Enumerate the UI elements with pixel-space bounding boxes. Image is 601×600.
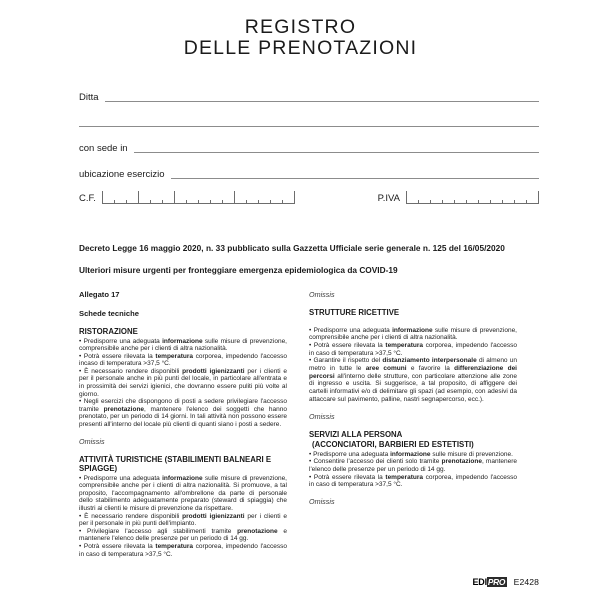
section-subheading-servizi-persona: (ACCONCIATORI, BARBIERI ED ESTETISTI): [312, 440, 474, 450]
ubicazione-input-line[interactable]: [171, 177, 539, 179]
omissis-right-top: Omissis: [309, 290, 335, 299]
left-column: [79, 290, 287, 558]
comb-cell[interactable]: [283, 191, 295, 203]
schede-heading: Schede tecniche: [79, 309, 139, 318]
field-codes-row: [79, 191, 539, 205]
attivita-bullet-2: • È necessario rendere disponibili prodotti igienizzanti per i clienti e per il personale in più punti dell'impianto.: [79, 512, 288, 528]
right-column: [309, 290, 517, 558]
page-title: [0, 0, 601, 59]
attivita-bullet-4: • Potrà essere rilevata la temperatura corporea, impedendo l'accesso in caso di temperatura >37,5 °C.: [79, 542, 287, 558]
sede-label: con sede in: [79, 143, 128, 154]
comb-cell[interactable]: [127, 191, 139, 203]
decree-line-1: Decreto Legge 16 maggio 2020, n. 33 pubblicato sulla Gazzetta Ufficiale serie generale n. 125 del 16/05/2020: [79, 243, 505, 253]
ditta-input-line[interactable]: [105, 100, 539, 102]
servizi-bullet-3: • Potrà essere rilevata la temperatura corporea, impedendo l'accesso in caso di temperatura >37,5 °C.: [309, 473, 517, 489]
comb-cell[interactable]: [235, 191, 247, 203]
comb-cell[interactable]: [151, 191, 163, 203]
comb-cell[interactable]: [527, 191, 539, 203]
comb-cell[interactable]: [259, 191, 271, 203]
ditta-label: Ditta: [79, 92, 99, 103]
decree-line-2: Ulteriori misure urgenti per fronteggiare emergenza epidemiologica da COVID-19: [79, 265, 398, 275]
attivita-bullet-3: • Privilegiare l'accesso agli stabilimenti tramite prenotazione e mantenere l'elenco delle presenze per un periodo di 14 gg.: [79, 527, 287, 543]
field-ditta[interactable]: [79, 80, 539, 104]
ristorazione-bullet-2: • Potrà essere rilevata la temperatura corporea, impedendo l'accesso incaso di temperatura >37,5 °C.: [79, 352, 287, 368]
cf-label: C.F.: [79, 193, 96, 204]
section-heading-attivita-turistiche: ATTIVITÀ TURISTICHE (STABILIMENTI BALNEARI E SPIAGGE): [79, 454, 272, 474]
comb-cell[interactable]: [491, 191, 503, 203]
allegato-heading: Allegato 17: [79, 290, 120, 299]
servizi-bullet-2: • Consentire l'accesso dei clienti solo tramite prenotazione, mantenere l'elenco delle presenze per un periodo di 14 gg.: [309, 458, 518, 473]
logo-pro-text: PRO: [487, 577, 506, 587]
comb-cell[interactable]: [431, 191, 443, 203]
comb-cell[interactable]: [419, 191, 431, 203]
field-cf[interactable]: [79, 191, 295, 205]
field-sede[interactable]: [79, 129, 539, 155]
comb-cell[interactable]: [139, 191, 151, 203]
comb-cell[interactable]: [247, 191, 259, 203]
section-heading-strutture-ricettive: STRUTTURE RICETTIVE: [309, 308, 400, 317]
omissis-left: Omissis: [79, 436, 105, 446]
comb-cell[interactable]: [443, 191, 455, 203]
footer: [472, 577, 539, 587]
comb-cell[interactable]: [102, 191, 115, 203]
field-ditta-second-line[interactable]: [79, 104, 539, 129]
cf-comb-input[interactable]: [102, 191, 295, 204]
field-piva[interactable]: [378, 191, 539, 205]
field-ubicazione[interactable]: [79, 155, 539, 181]
comb-cell[interactable]: [467, 191, 479, 203]
ristorazione-bullet-4: • Negli esercizi che dispongono di posti a sedere privilegiare l'accesso tramite prenotazione, mantenere l'elenco dei soggetti che hanno prenotato, per un periodo di 14 giorni. In tali attività non possono essere presenti all'interno del locale più clienti di quanti siano i posti a sedere.: [79, 398, 287, 429]
ristorazione-bullet-1: • Predisporre una adeguata informazione sulle misure di prevenzione, comprensibile anche per i clienti di altra nazionalità.: [79, 337, 287, 353]
servizi-bullet-1: • Predisporre una adeguata informazione sulle misure di prevenzione.: [309, 450, 513, 458]
omissis-right-bottom: Omissis: [309, 497, 335, 507]
strutture-bullet-1: • Predisporre una adeguata informazione sulle misure di prevenzione, comprensibile anche per i clienti di altra nazionalità.: [309, 326, 517, 342]
omissis-right-mid: Omissis: [309, 411, 335, 421]
section-heading-servizi-persona: SERVIZI ALLA PERSONA: [309, 429, 403, 439]
comb-cell[interactable]: [175, 191, 187, 203]
ditta-input-line-2[interactable]: [79, 125, 539, 127]
comb-cell[interactable]: [479, 191, 491, 203]
comb-cell[interactable]: [406, 191, 419, 203]
edipro-logo: [472, 577, 506, 587]
ubicazione-label: ubicazione esercizio: [79, 169, 165, 180]
content-columns: [79, 290, 539, 558]
decree-block: [79, 243, 539, 275]
ristorazione-bullet-3: • È necessario rendere disponibili prodotti igienizzanti per i clienti e per il personale anche in più punti del locale, in particolare all'entrata e in prossimità dei servizi igienici, che dovranno essere puliti più volte al giorno.: [79, 367, 288, 398]
title-line-2: DELLE PRENOTAZIONI: [183, 37, 418, 59]
piva-label: P.IVA: [377, 193, 400, 204]
product-code: E2428: [513, 577, 539, 587]
sede-input-line[interactable]: [134, 151, 539, 153]
strutture-bullet-3: • Garantire il rispetto del distanziamento interpersonale di almeno un metro in tutte le aree comuni e favorire la differenziazione dei percorsi all'interno delle strutture, con particolare attenzione alle zone di ingresso e uscita. Si suggerisce, a tal proposito, di affiggere dei cartelli informativi e/o di delimitare gli spazi (ad esempio, con adesivi da attaccare sul pavimento, palline, nastri segnapercorso, ecc.).: [309, 357, 517, 403]
comb-cell[interactable]: [271, 191, 283, 203]
comb-cell[interactable]: [115, 191, 127, 203]
comb-cell[interactable]: [515, 191, 527, 203]
section-heading-ristorazione: RISTORAZIONE: [79, 327, 138, 336]
strutture-bullet-2: • Potrà essere rilevata la temperatura corporea, impedendo l'accesso in caso di temperatura >37,5 °C.: [309, 341, 517, 357]
comb-cell[interactable]: [211, 191, 223, 203]
title-line-1: REGISTRO: [244, 16, 357, 38]
comb-cell[interactable]: [223, 191, 235, 203]
comb-cell[interactable]: [455, 191, 467, 203]
comb-cell[interactable]: [199, 191, 211, 203]
piva-comb-input[interactable]: [406, 191, 539, 204]
logo-edi-text: EDI: [472, 577, 487, 587]
attivita-bullet-1: • Predisporre una adeguata informazione sulle misure di prevenzione, comprensibile anche per i clienti di altra nazionalità. Si promuove, a tal proposito, l'accompagnamento all'ombrellone da parte di personale dello stabilimento adeguatamente preparato (steward di spiaggia) che illustri ai clienti le misure di prevenzione da rispettare.: [79, 474, 287, 512]
comb-cell[interactable]: [503, 191, 515, 203]
comb-cell[interactable]: [187, 191, 199, 203]
comb-cell[interactable]: [163, 191, 175, 203]
form-fields: [79, 80, 539, 205]
